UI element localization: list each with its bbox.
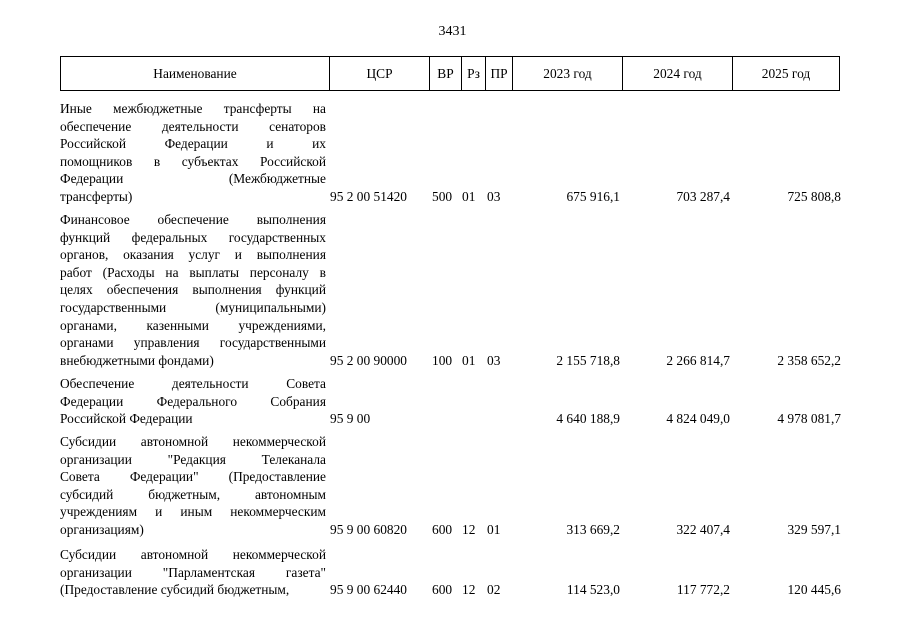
row-value-2023: 2 155 718,8 bbox=[556, 352, 620, 368]
row-value-2023: 4 640 188,9 bbox=[556, 411, 620, 427]
row-name-line: Финансовое обеспечение выполнения bbox=[60, 212, 326, 227]
row-vr: 600 bbox=[432, 582, 453, 598]
header-2023: 2023 год bbox=[512, 57, 622, 90]
row-name-line: функций федеральных государственных bbox=[60, 229, 326, 245]
page-number: 3431 bbox=[438, 24, 467, 39]
row-name bbox=[60, 100, 326, 206]
row-value-2025: 725 808,8 bbox=[787, 189, 841, 204]
row-rz: 01 bbox=[462, 352, 476, 368]
row-csr: 95 9 00 62440 bbox=[330, 582, 407, 598]
row-value-2024: 2 266 814,7 bbox=[666, 352, 730, 368]
row-name-line: внебюджетными фондами) bbox=[60, 352, 214, 368]
row-vr: 100 bbox=[432, 352, 453, 368]
row-name bbox=[60, 375, 326, 428]
row-vr: 600 bbox=[432, 522, 453, 537]
row-csr: 95 2 00 51420 bbox=[330, 189, 407, 204]
row-name-line: Субсидии автономной некоммерческой bbox=[60, 434, 326, 449]
row-name-line: помощников в субъектах Российской bbox=[60, 153, 326, 169]
row-name-line: Российской Федерации и их bbox=[60, 136, 326, 152]
row-csr: 95 9 00 bbox=[330, 411, 371, 427]
row-pr: 02 bbox=[487, 582, 501, 598]
row-value-2024: 117 772,2 bbox=[676, 582, 730, 598]
header-2024: 2024 год bbox=[622, 57, 732, 90]
row-name-line: Федерации Федерального Собрания bbox=[60, 393, 326, 409]
row-name-line: органами, казенными учреждениями, bbox=[60, 317, 326, 333]
row-vr: 500 bbox=[432, 189, 453, 204]
row-pr: 03 bbox=[487, 352, 501, 368]
header-rz: Рз bbox=[461, 57, 485, 90]
row-name-line: государственными (муниципальными) bbox=[60, 299, 326, 315]
header-name: Наименование bbox=[153, 66, 237, 81]
row-value-2024: 4 824 049,0 bbox=[666, 411, 730, 427]
row-csr: 95 2 00 90000 bbox=[330, 352, 407, 368]
row-value-2025: 2 358 652,2 bbox=[777, 352, 841, 368]
row-rz: 01 bbox=[462, 189, 476, 204]
row-name-line: организации "Парламентская газета" bbox=[60, 564, 326, 580]
table-header bbox=[60, 56, 840, 91]
header-2025: 2025 год bbox=[732, 57, 839, 90]
row-name-line: органами управления государственными bbox=[60, 335, 326, 351]
row-pr: 03 bbox=[487, 189, 501, 204]
row-name-line: обеспечение деятельности сенаторов bbox=[60, 118, 326, 134]
row-name bbox=[60, 211, 326, 369]
row-name-line: субсидий бюджетным, автономным bbox=[60, 486, 326, 502]
row-name-line: Совета Федерации" (Предоставление bbox=[60, 469, 326, 485]
row-name-line: работ (Расходы на выплаты персоналу в bbox=[60, 264, 326, 280]
row-name-line: Субсидии автономной некоммерческой bbox=[60, 547, 326, 562]
row-name-line: Федерации (Межбюджетные bbox=[60, 171, 326, 187]
row-value-2023: 114 523,0 bbox=[566, 582, 620, 598]
row-name-line: организациям) bbox=[60, 521, 144, 537]
header-csr: ЦСР bbox=[329, 57, 429, 90]
row-pr: 01 bbox=[487, 522, 501, 537]
row-value-2025: 329 597,1 bbox=[787, 522, 841, 537]
row-value-2023: 313 669,2 bbox=[566, 522, 620, 537]
row-name-line: учреждениям и иным некоммерческим bbox=[60, 504, 326, 520]
header-vr: ВР bbox=[429, 57, 461, 90]
row-value-2025: 4 978 081,7 bbox=[777, 411, 841, 427]
row-name-line: целях обеспечения выполнения функций bbox=[60, 282, 326, 298]
row-name-line: трансферты) bbox=[60, 188, 133, 204]
row-name-line: Иные межбюджетные трансферты на bbox=[60, 101, 326, 116]
row-rz: 12 bbox=[462, 582, 476, 598]
row-name-line: организации "Редакция Телеканала bbox=[60, 451, 326, 467]
row-value-2025: 120 445,6 bbox=[787, 582, 841, 598]
row-name-line: (Предоставление субсидий бюджетным, bbox=[60, 582, 290, 598]
row-name-line: органов, оказания услуг и выполнения bbox=[60, 247, 326, 263]
row-name bbox=[60, 433, 326, 539]
row-csr: 95 9 00 60820 bbox=[330, 522, 407, 537]
row-name-line: Российской Федерации bbox=[60, 411, 193, 427]
row-value-2024: 322 407,4 bbox=[676, 522, 730, 537]
row-value-2024: 703 287,4 bbox=[676, 189, 730, 204]
row-value-2023: 675 916,1 bbox=[566, 189, 620, 204]
header-pr: ПР bbox=[485, 57, 512, 90]
row-rz: 12 bbox=[462, 522, 476, 537]
row-name bbox=[60, 546, 326, 599]
row-name-line: Обеспечение деятельности Совета bbox=[60, 376, 326, 391]
